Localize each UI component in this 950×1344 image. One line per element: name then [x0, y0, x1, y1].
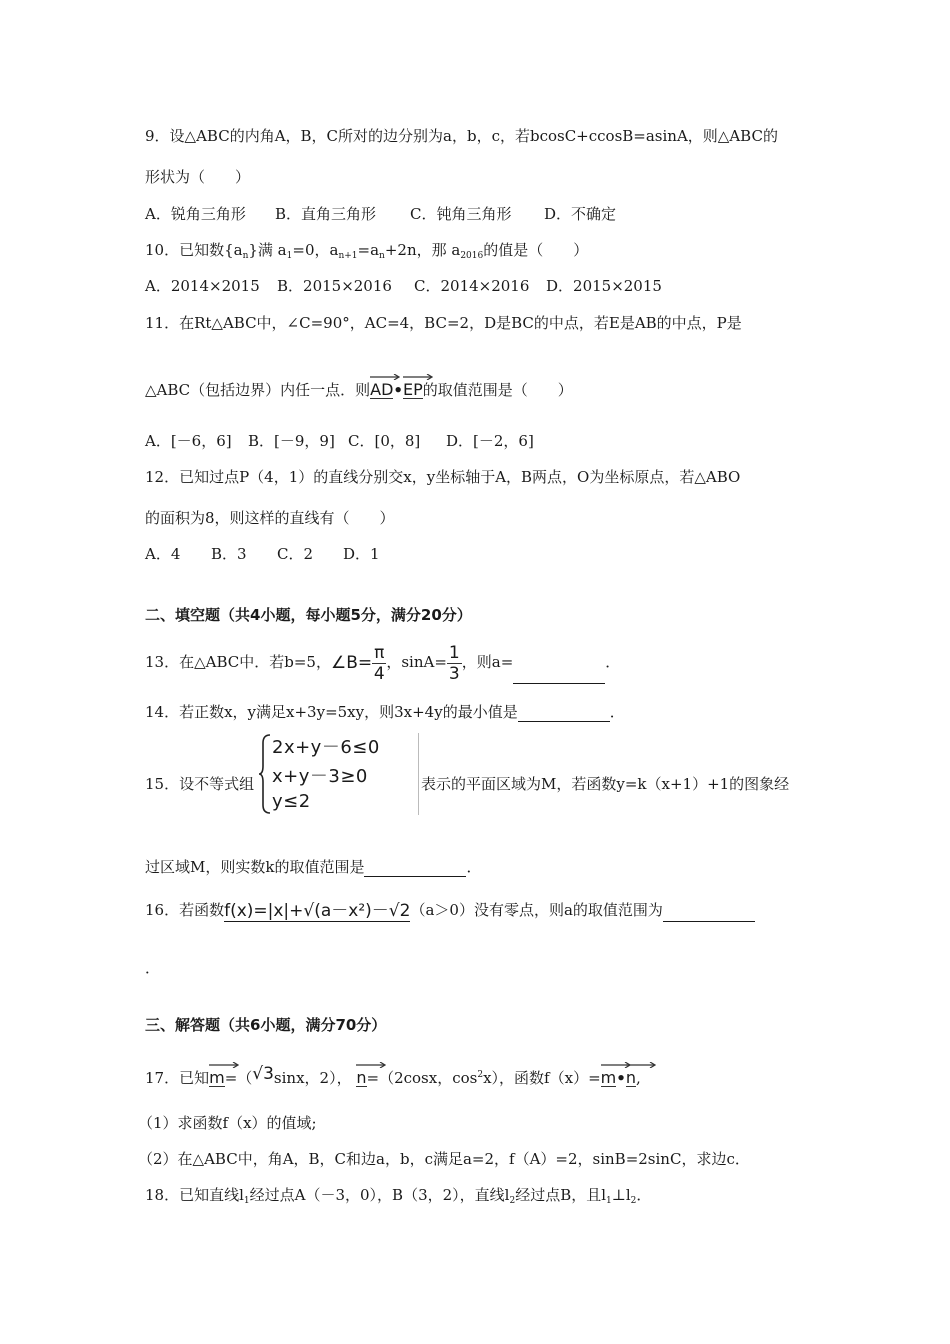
q17-stem: 17．已知 m=（√3sinx，2）， n=（2cosx，$\cos^2x$），函数f（x）= m• n, [145, 1064, 641, 1088]
q11-option-b: B．[－9，9] [248, 432, 335, 450]
q10-option-d: D．2015×2015 [546, 277, 662, 295]
vector-ep: EP [403, 382, 423, 399]
q16-line2: ． [145, 959, 161, 977]
inequality-3: y≤2 [272, 791, 311, 812]
q9-option-d: D．不确定 [544, 205, 617, 223]
q12-option-d: D．1 [343, 545, 380, 563]
q12-option-b: B．3 [211, 545, 247, 563]
q15-line2: 过区域M，则实数k的取值范围是 ． [145, 858, 482, 876]
q11-options [145, 431, 534, 451]
q11-option-c: C．[0，8] [348, 432, 421, 450]
q9-options [145, 204, 616, 224]
left-brace-icon [258, 733, 272, 815]
q10-options [145, 276, 662, 296]
q9-option-a: A．锐角三角形 [145, 205, 246, 223]
q15-post: 表示的平面区域为M，若函数y=k（x+1）+1的图象经 [421, 775, 790, 793]
q15-answer-blank [364, 860, 466, 877]
q10-option-a: A．2014×2015 [145, 277, 260, 295]
q14: 14．若正数x，y满足x+3y=5xy，则3x+4y的最小值是 ． [145, 703, 625, 721]
q12-line1: 12．已知过点P（4，1）的直线分别交x，y坐标轴于A，B两点，O为坐标原点，若△ABO [145, 468, 741, 486]
q16-answer-blank [663, 905, 755, 922]
q12-option-a: A．4 [145, 545, 181, 563]
section-2-heading: 二、填空题（共4小题，每小题5分，满分20分） [145, 606, 472, 624]
q18-stem: 18．已知直线$l_1$经过点A（－3，0），B（3，2），直线$l_2$经过点B，且$l_1\perp l_2$． [145, 1186, 652, 1206]
q12-option-c: C．2 [277, 545, 314, 563]
vector-m: m [209, 1070, 225, 1087]
q16-function: f(x)=|x|+√(a－x²)－√2 [224, 900, 411, 921]
q14-answer-blank [518, 705, 610, 722]
q9-line1: 9．设△ABC的内角A，B，C所对的边分别为a，b，c，若bcosC+ccosB=asinA，则△ABC的 [145, 127, 778, 145]
q10-option-b: B．2015×2016 [277, 277, 392, 295]
inequality-2: x+y－3≥0 [272, 766, 368, 787]
q11-line1: 11．在Rt△ABC中，∠C=90°，AC=4，BC=2，D是BC的中点，若E是AB的中点，P是 [145, 314, 742, 332]
q12-options [145, 544, 380, 564]
q11-option-d: D．[－2，6] [446, 432, 534, 450]
q13-answer-blank [513, 667, 605, 684]
q10-stem: 10．已知数$\{a_n\}$满 $a_1=0$，$a_{n+1}=a_n+2n$，那 $a_{2016}$的值是（ ） [145, 241, 589, 261]
q17-sub1: （1）求函数f（x）的值域; [138, 1114, 317, 1132]
q9-option-b: B．直角三角形 [275, 205, 377, 223]
fraction-pi-over-4: $\frac{\pi}{4}$ [373, 642, 385, 684]
q9-line2: 形状为（ ） [145, 168, 251, 186]
inequality-1: 2x+y－6≤0 [272, 737, 380, 758]
fraction-one-third: $\frac{1}{3}$ [448, 642, 460, 684]
q12-line2: 的面积为8，则这样的直线有（ ） [145, 509, 395, 527]
vector-n: n [356, 1070, 366, 1087]
vector-m-product: m [601, 1070, 617, 1087]
q11-option-a: A．[－6，6] [145, 432, 232, 450]
inequality-system [258, 733, 419, 815]
vector-ad: AD [370, 382, 393, 399]
q9-option-c: C．钝角三角形 [410, 205, 512, 223]
q11-line2: △ABC（包括边界）内任一点．则 AD• EP的取值范围是（ ） [145, 380, 573, 400]
section-3-heading: 三、解答题（共6小题，满分70分） [145, 1016, 387, 1034]
q16: 16．若函数f(x)=|x|+√(a－x²)－√2（a＞0）没有零点，则a的取值范围为 [145, 900, 755, 922]
q15-pre: 15．设不等式组 [145, 775, 255, 793]
q13: 13．在△ABC中．若b=5，∠B= $\frac{\pi}{4}$ ，sinA= $\frac{1}{3}$ ，则a= ． [145, 642, 621, 684]
vector-n-product: n [626, 1070, 636, 1087]
q10-option-c: C．2014×2016 [414, 277, 530, 295]
q17-sub2: （2）在△ABC中，角A，B，C和边a，b，c满足a=2，f（A）=2，sinB=2sinC，求边c． [138, 1150, 750, 1168]
